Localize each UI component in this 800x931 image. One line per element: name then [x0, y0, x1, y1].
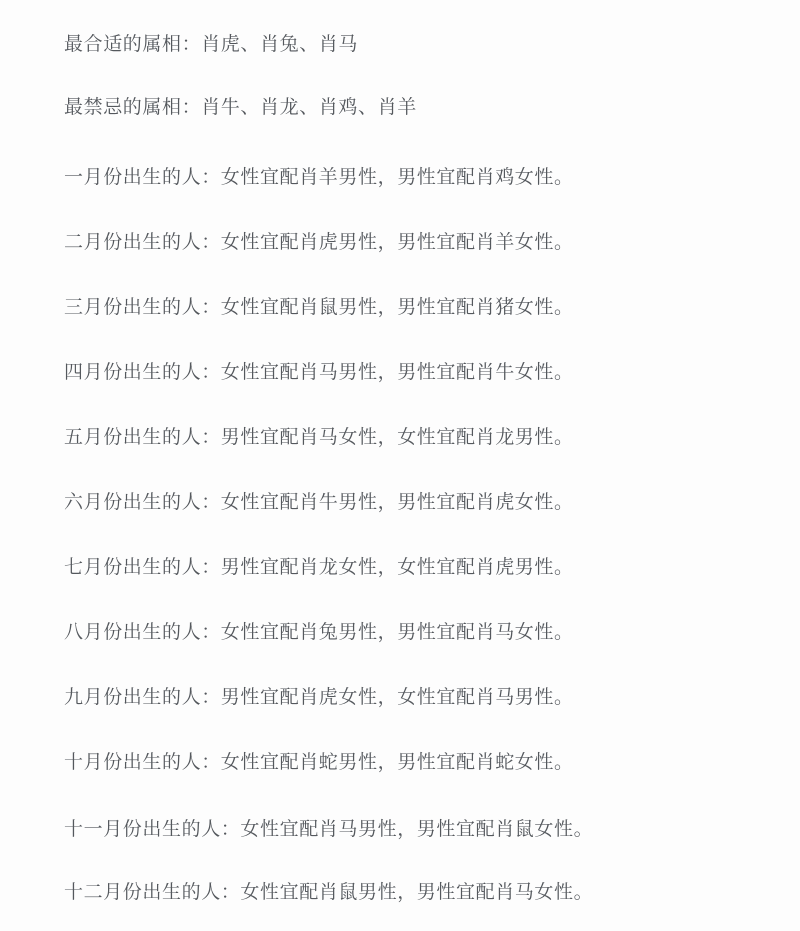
- month-6-line: 六月份出生的人：女性宜配肖牛男性，男性宜配肖虎女性。: [64, 492, 574, 513]
- month-10-line: 十月份出生的人：女性宜配肖蛇男性，男性宜配肖蛇女性。: [64, 752, 574, 773]
- month-7-line: 七月份出生的人：男性宜配肖龙女性，女性宜配肖虎男性。: [64, 557, 574, 578]
- month-12-line: 十二月份出生的人：女性宜配肖鼠男性，男性宜配肖马女性。: [64, 882, 594, 903]
- month-5-line: 五月份出生的人：男性宜配肖马女性，女性宜配肖龙男性。: [64, 427, 574, 448]
- best-match-line: 最合适的属相：肖虎、肖兔、肖马: [64, 34, 359, 55]
- month-2-line: 二月份出生的人：女性宜配肖虎男性，男性宜配肖羊女性。: [64, 232, 574, 253]
- month-3-line: 三月份出生的人：女性宜配肖鼠男性，男性宜配肖猪女性。: [64, 297, 574, 318]
- month-8-line: 八月份出生的人：女性宜配肖兔男性，男性宜配肖马女性。: [64, 622, 574, 643]
- month-1-line: 一月份出生的人：女性宜配肖羊男性，男性宜配肖鸡女性。: [64, 167, 574, 188]
- taboo-match-line: 最禁忌的属相：肖牛、肖龙、肖鸡、肖羊: [64, 97, 417, 118]
- month-9-line: 九月份出生的人：男性宜配肖虎女性，女性宜配肖马男性。: [64, 687, 574, 708]
- month-11-line: 十一月份出生的人：女性宜配肖马男性，男性宜配肖鼠女性。: [64, 819, 594, 840]
- month-4-line: 四月份出生的人：女性宜配肖马男性，男性宜配肖牛女性。: [64, 362, 574, 383]
